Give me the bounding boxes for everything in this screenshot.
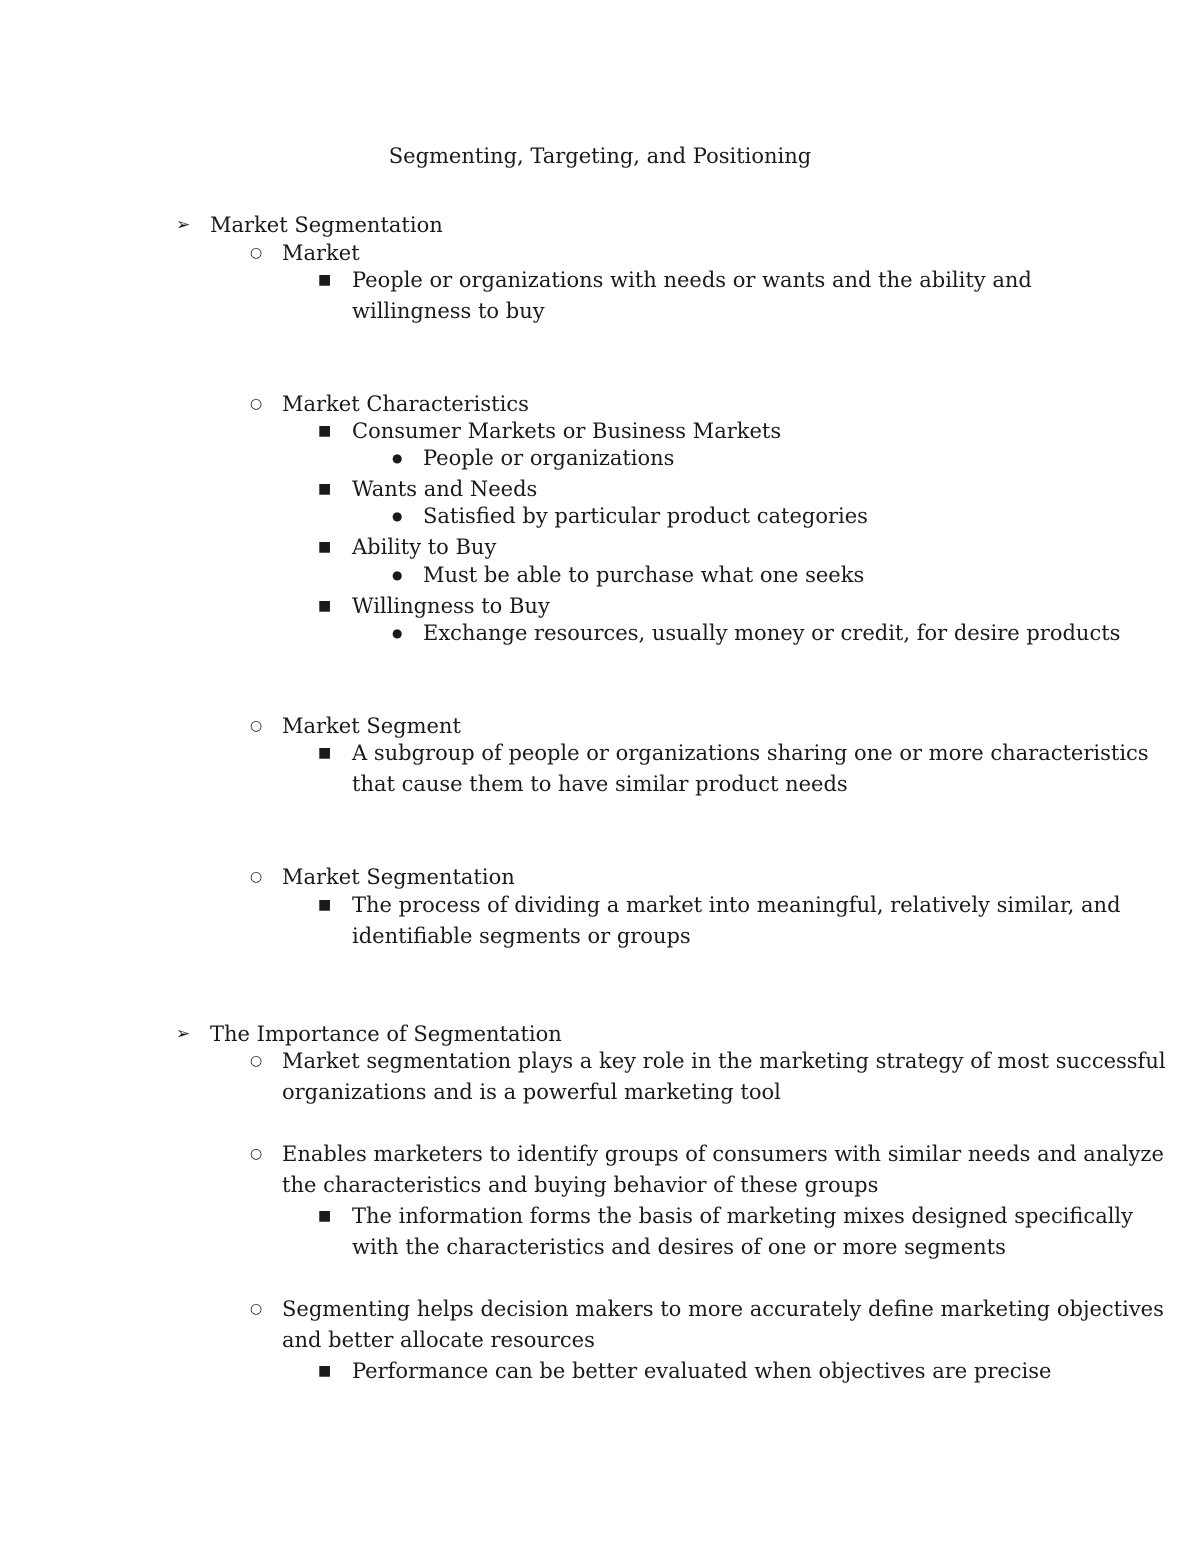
list-item-text: Market [282,241,360,265]
list-item-text: The process of dividing a market into meaningful, relatively similar, and [352,893,1121,917]
list-item-text: A subgroup of people or organizations sharing one or more characteristics [352,741,1149,765]
list-item-text: Performance can be better evaluated when objectives are precise [352,1359,1052,1383]
circle-bullet-icon: ○ [250,718,263,734]
list-item-text: Satisfied by particular product categories [423,504,868,528]
list-item-text: Enables marketers to identify groups of consumers with similar needs and analyze [282,1142,1164,1166]
list-item-text: Willingness to Buy [352,594,550,618]
list-item [318,1356,1052,1387]
circle-bullet-icon: ○ [250,1146,263,1162]
list-item-text: People or organizations [423,446,675,470]
list-item [250,862,515,893]
dot-bullet-icon: ● [392,568,403,582]
list-item-text-continued: organizations and is a powerful marketing tool [282,1080,781,1104]
square-bullet-icon: ■ [318,423,332,439]
list-item-text-continued: and better allocate resources [282,1328,595,1352]
list-item [392,560,865,591]
square-bullet-icon: ■ [318,598,332,614]
list-item-text: Market segmentation plays a key role in the marketing strategy of most successful [282,1049,1166,1073]
square-bullet-icon: ■ [318,745,332,761]
list-item [318,738,1149,800]
list-item-text-continued: the characteristics and buying behavior of these groups [282,1173,879,1197]
section-heading [176,210,443,241]
circle-bullet-icon: ○ [250,1301,263,1317]
circle-bullet-icon: ○ [250,869,263,885]
list-item-text-continued: identifiable segments or groups [352,924,691,948]
list-item-text-continued: with the characteristics and desires of one or more segments [352,1235,1006,1259]
square-bullet-icon: ■ [318,1208,332,1224]
square-bullet-icon: ■ [318,897,332,913]
arrow-bullet-icon: ➢ [176,1024,191,1044]
list-item-text: Market Segmentation [282,865,515,889]
list-item-text: Segmenting helps decision makers to more accurately define marketing objectives [282,1297,1164,1321]
dot-bullet-icon: ● [392,626,403,640]
arrow-bullet-icon: ➢ [176,215,191,235]
list-item [250,1294,1164,1356]
dot-bullet-icon: ● [392,451,403,465]
document-title: Segmenting, Targeting, and Positioning [388,144,812,168]
dot-bullet-icon: ● [392,509,403,523]
list-item-text: Ability to Buy [352,535,497,559]
list-item-text: Must be able to purchase what one seeks [423,563,865,587]
circle-bullet-icon: ○ [250,1053,263,1069]
square-bullet-icon: ■ [318,272,332,288]
square-bullet-icon: ■ [318,1363,332,1379]
circle-bullet-icon: ○ [250,245,263,261]
section-heading-text: Market Segmentation [210,213,443,237]
list-item-text: Exchange resources, usually money or credit, for desire products [423,621,1121,645]
list-item-text-continued: willingness to buy [352,299,545,323]
list-item [392,618,1121,649]
list-item [250,1139,1164,1201]
list-item-text: Market Characteristics [282,392,529,416]
list-item [392,501,868,532]
list-item [250,1046,1166,1108]
list-item-text: Wants and Needs [352,477,538,501]
circle-bullet-icon: ○ [250,396,263,412]
list-item-text: The information forms the basis of marketing mixes designed specifically [352,1204,1134,1228]
list-item-text: Consumer Markets or Business Markets [352,419,782,443]
list-item-text-continued: that cause them to have similar product needs [352,772,848,796]
list-item [318,1201,1134,1263]
square-bullet-icon: ■ [318,481,332,497]
list-item [318,890,1121,952]
list-item [318,532,497,563]
square-bullet-icon: ■ [318,539,332,555]
list-item-text: Market Segment [282,714,461,738]
list-item-text: People or organizations with needs or wants and the ability and [352,268,1032,292]
list-item [318,265,1032,327]
list-item [392,443,675,474]
section-heading-text: The Importance of Segmentation [210,1022,562,1046]
